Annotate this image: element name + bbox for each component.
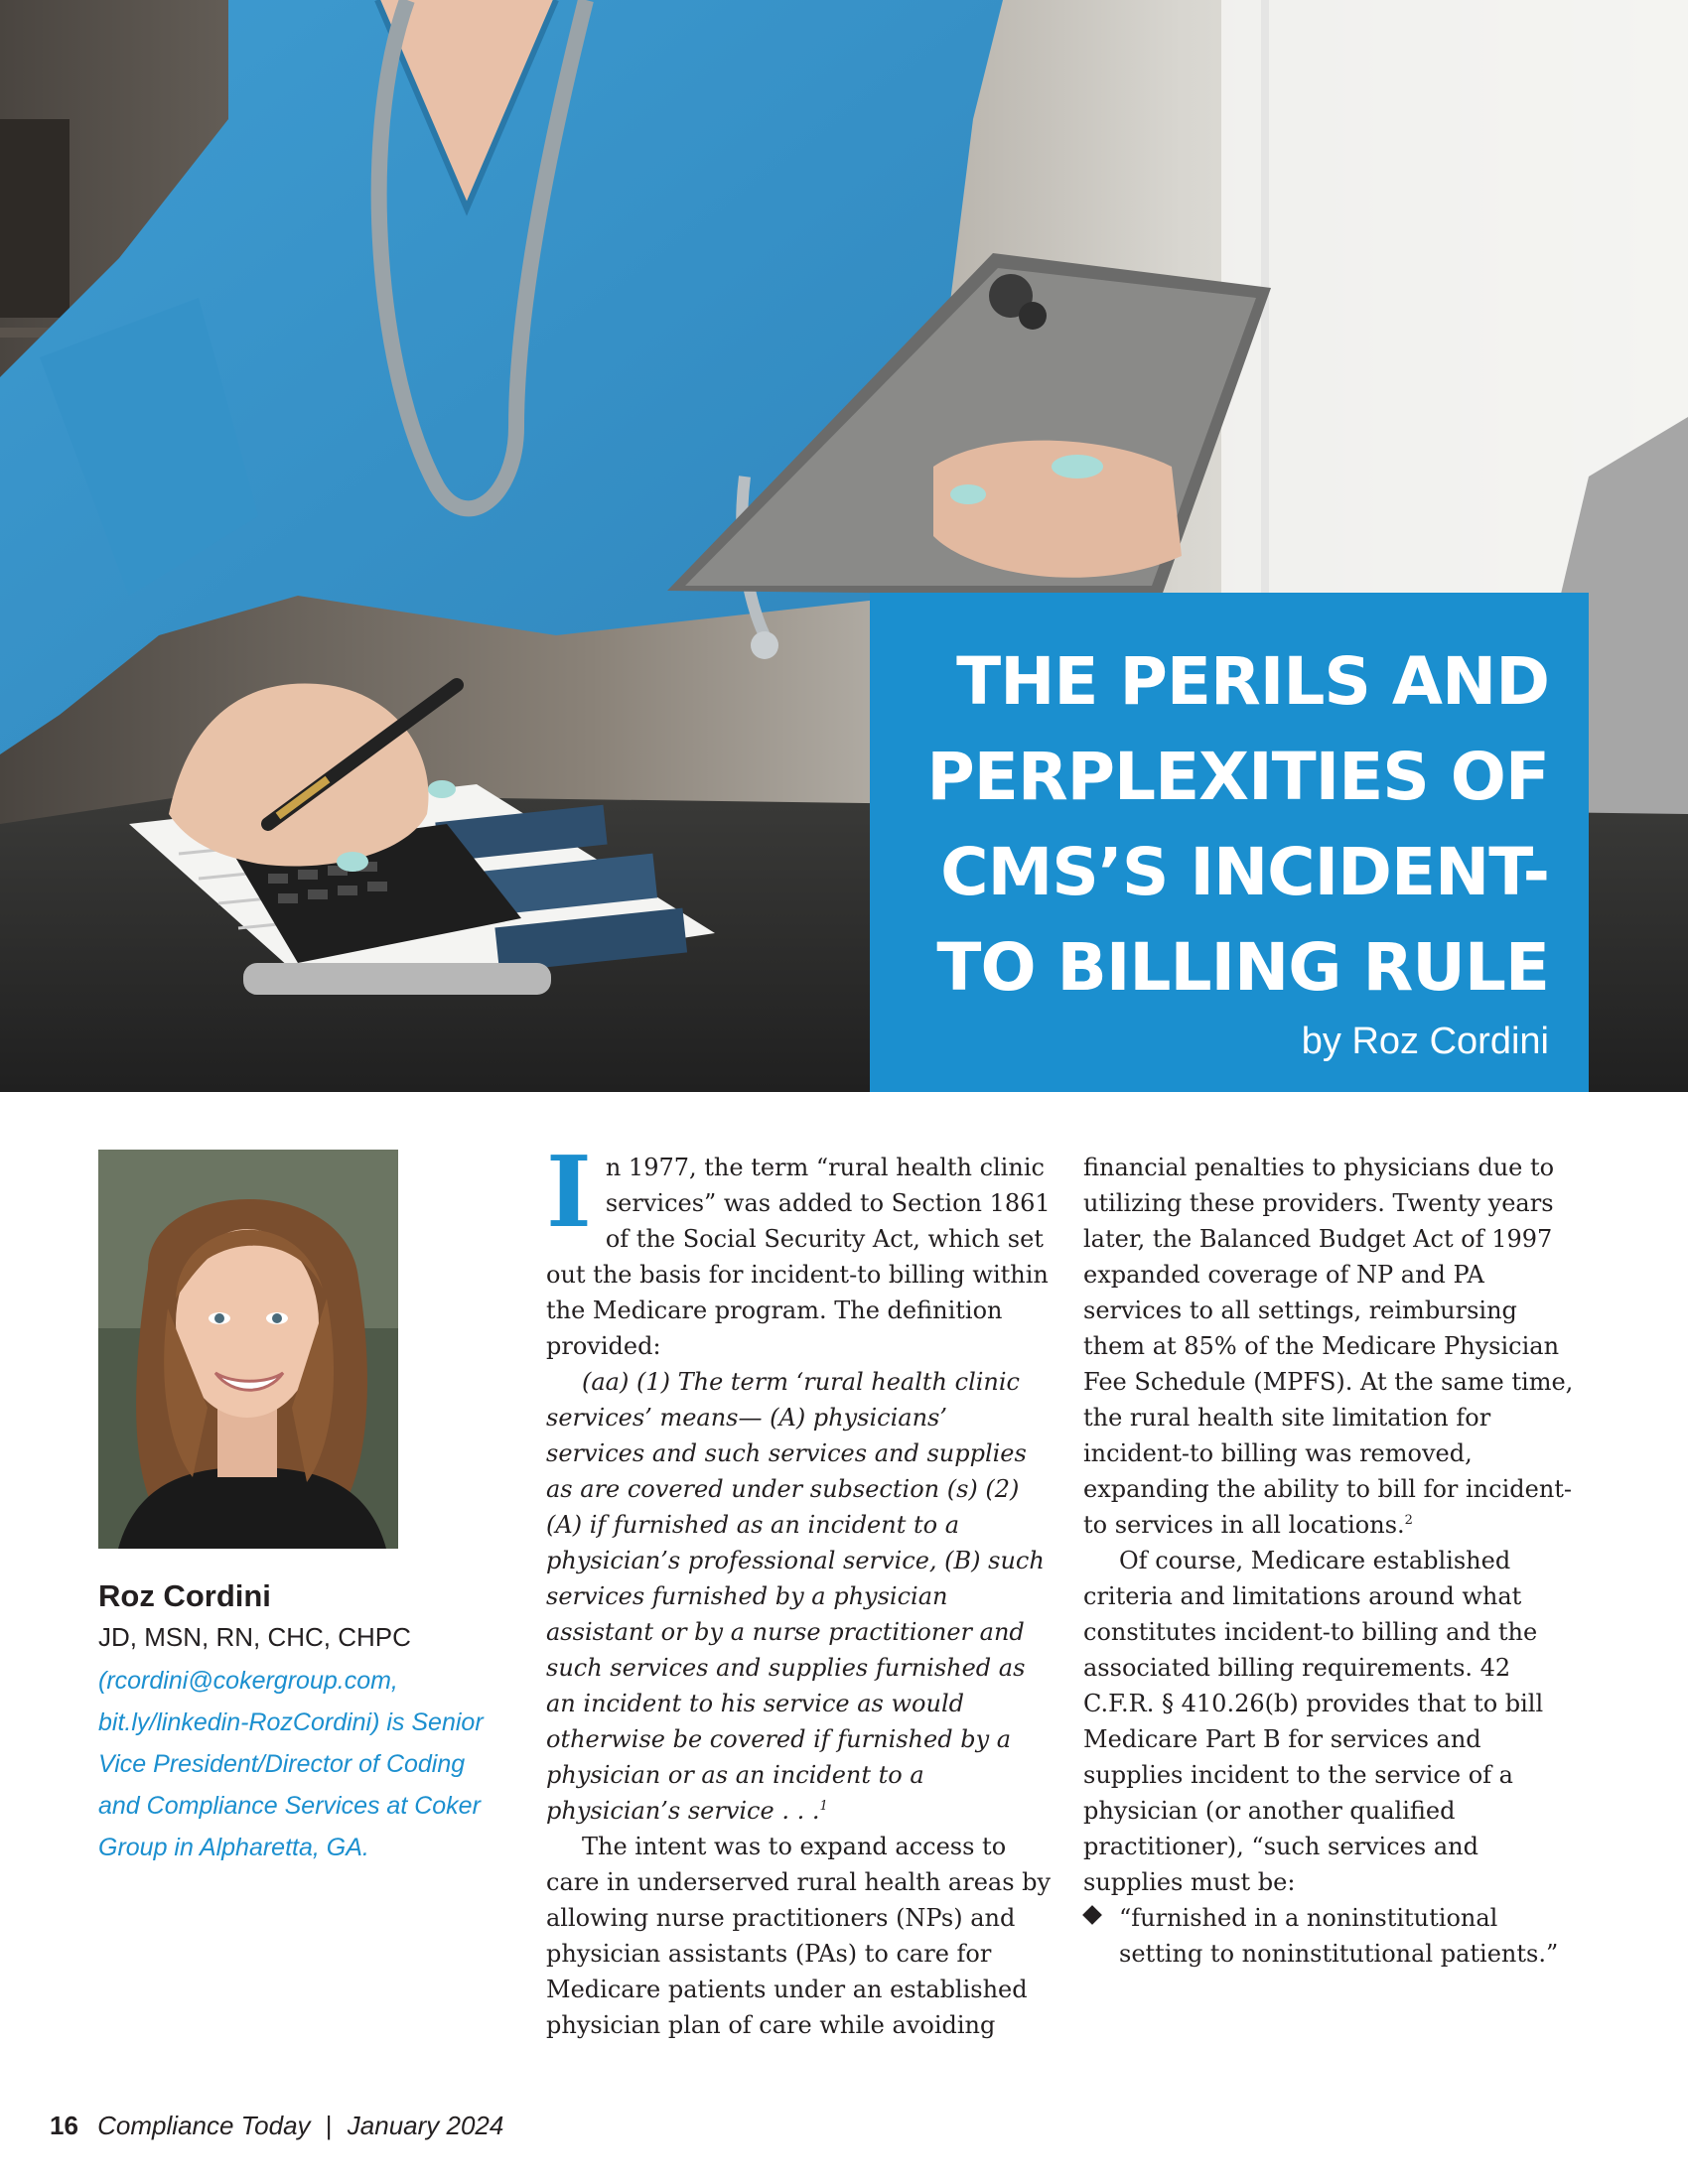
author-bio: (rcordini@cokergroup.com, bit.ly/linkedin-RozCordini) is Senior Vice President/Director of Coding and Compliance Services at Coker Group in Alpharetta, GA.: [98, 1667, 484, 1861]
intro-paragraph: [546, 1136, 1053, 1364]
author-photo: [98, 1150, 398, 1549]
article-title-block: [870, 593, 1589, 1092]
title-line: CMS’S INCIDENT-: [940, 834, 1549, 910]
title-line: PERPLEXITIES OF: [926, 739, 1549, 815]
footer-separator: |: [325, 2111, 333, 2140]
footnote-ref: 2: [1404, 1513, 1413, 1528]
body-paragraph: [546, 1829, 1053, 2043]
issue-date: January 2024: [347, 2111, 504, 2140]
bullet-text: “furnished in a noninstitutional setting to noninstitutional patients.”: [1119, 1904, 1559, 1968]
footnote-ref: 1: [819, 1799, 828, 1814]
byline: by Roz Cordini: [1301, 1021, 1549, 1062]
diamond-bullet-icon: [1082, 1905, 1102, 1925]
body-text: Of course, Medicare established criteria and limitations around what constitutes incident-to billing and the associated billing requirements. 42 C.F.R. § 410.26(b) provides that to bill Medicare Part B for services and supplies incident to the service of a physician (or another qualified practitioner), “such services and supplies must be:: [1083, 1547, 1544, 1896]
body-paragraph-continued: [1083, 1150, 1580, 1543]
body-column-1: [546, 1136, 1053, 2043]
intro-text: n 1977, the term “rural health clinic services” was added to Section 1861 of the Social Security Act, which set out the basis for incident-to billing within the Medicare program. The definition provided:: [546, 1154, 1051, 1360]
drop-cap: I: [546, 1136, 592, 1250]
publication-name: Compliance Today: [97, 2111, 311, 2140]
author-credentials: JD, MSN, RN, CHC, CHPC: [98, 1622, 411, 1652]
title-line: THE PERILS AND: [956, 643, 1549, 720]
author-portrait: [98, 1150, 398, 1549]
page-number: 16: [50, 2111, 78, 2140]
bullet-item: [1083, 1900, 1580, 1972]
body-column-2: [1083, 1150, 1580, 1972]
quote-text: (aa) (1) The term ‘rural health clinic services’ means— (A) physicians’ services and such services and supplies as are covered under subsection (s) (2) (A) if furnished as an incident to a physician’s professional service, (B) such services furnished by a physician assistant or by a nurse practitioner and such services and supplies furnished as an incident to his service as would otherwise be covered if furnished by a physician or as an incident to a physician’s service . . .: [546, 1368, 1045, 1825]
body-text: financial penalties to physicians due to utilizing these providers. Twenty years later, the Balanced Budget Act of 1997 expanded coverage of NP and PA services to all settings, reimbursing them at 85% of the Medicare Physician Fee Schedule (MPFS). At the same time, the rural health site limitation for incident-to billing was removed, expanding the ability to bill for incident-to services in all locations.: [1083, 1154, 1574, 1539]
statute-quote: [546, 1364, 1053, 1829]
page-footer: [50, 2111, 503, 2141]
article-title: [870, 634, 1549, 1016]
body-text: The intent was to expand access to care in underserved rural health areas by allowing nurse practitioners (NPs) and physician assistants (PAs) to care for Medicare patients under an established physician plan of care while avoiding: [546, 1833, 1052, 2039]
title-line: TO BILLING RULE: [936, 929, 1549, 1006]
author-name: Roz Cordini: [98, 1578, 271, 1613]
body-paragraph: [1083, 1543, 1580, 1900]
